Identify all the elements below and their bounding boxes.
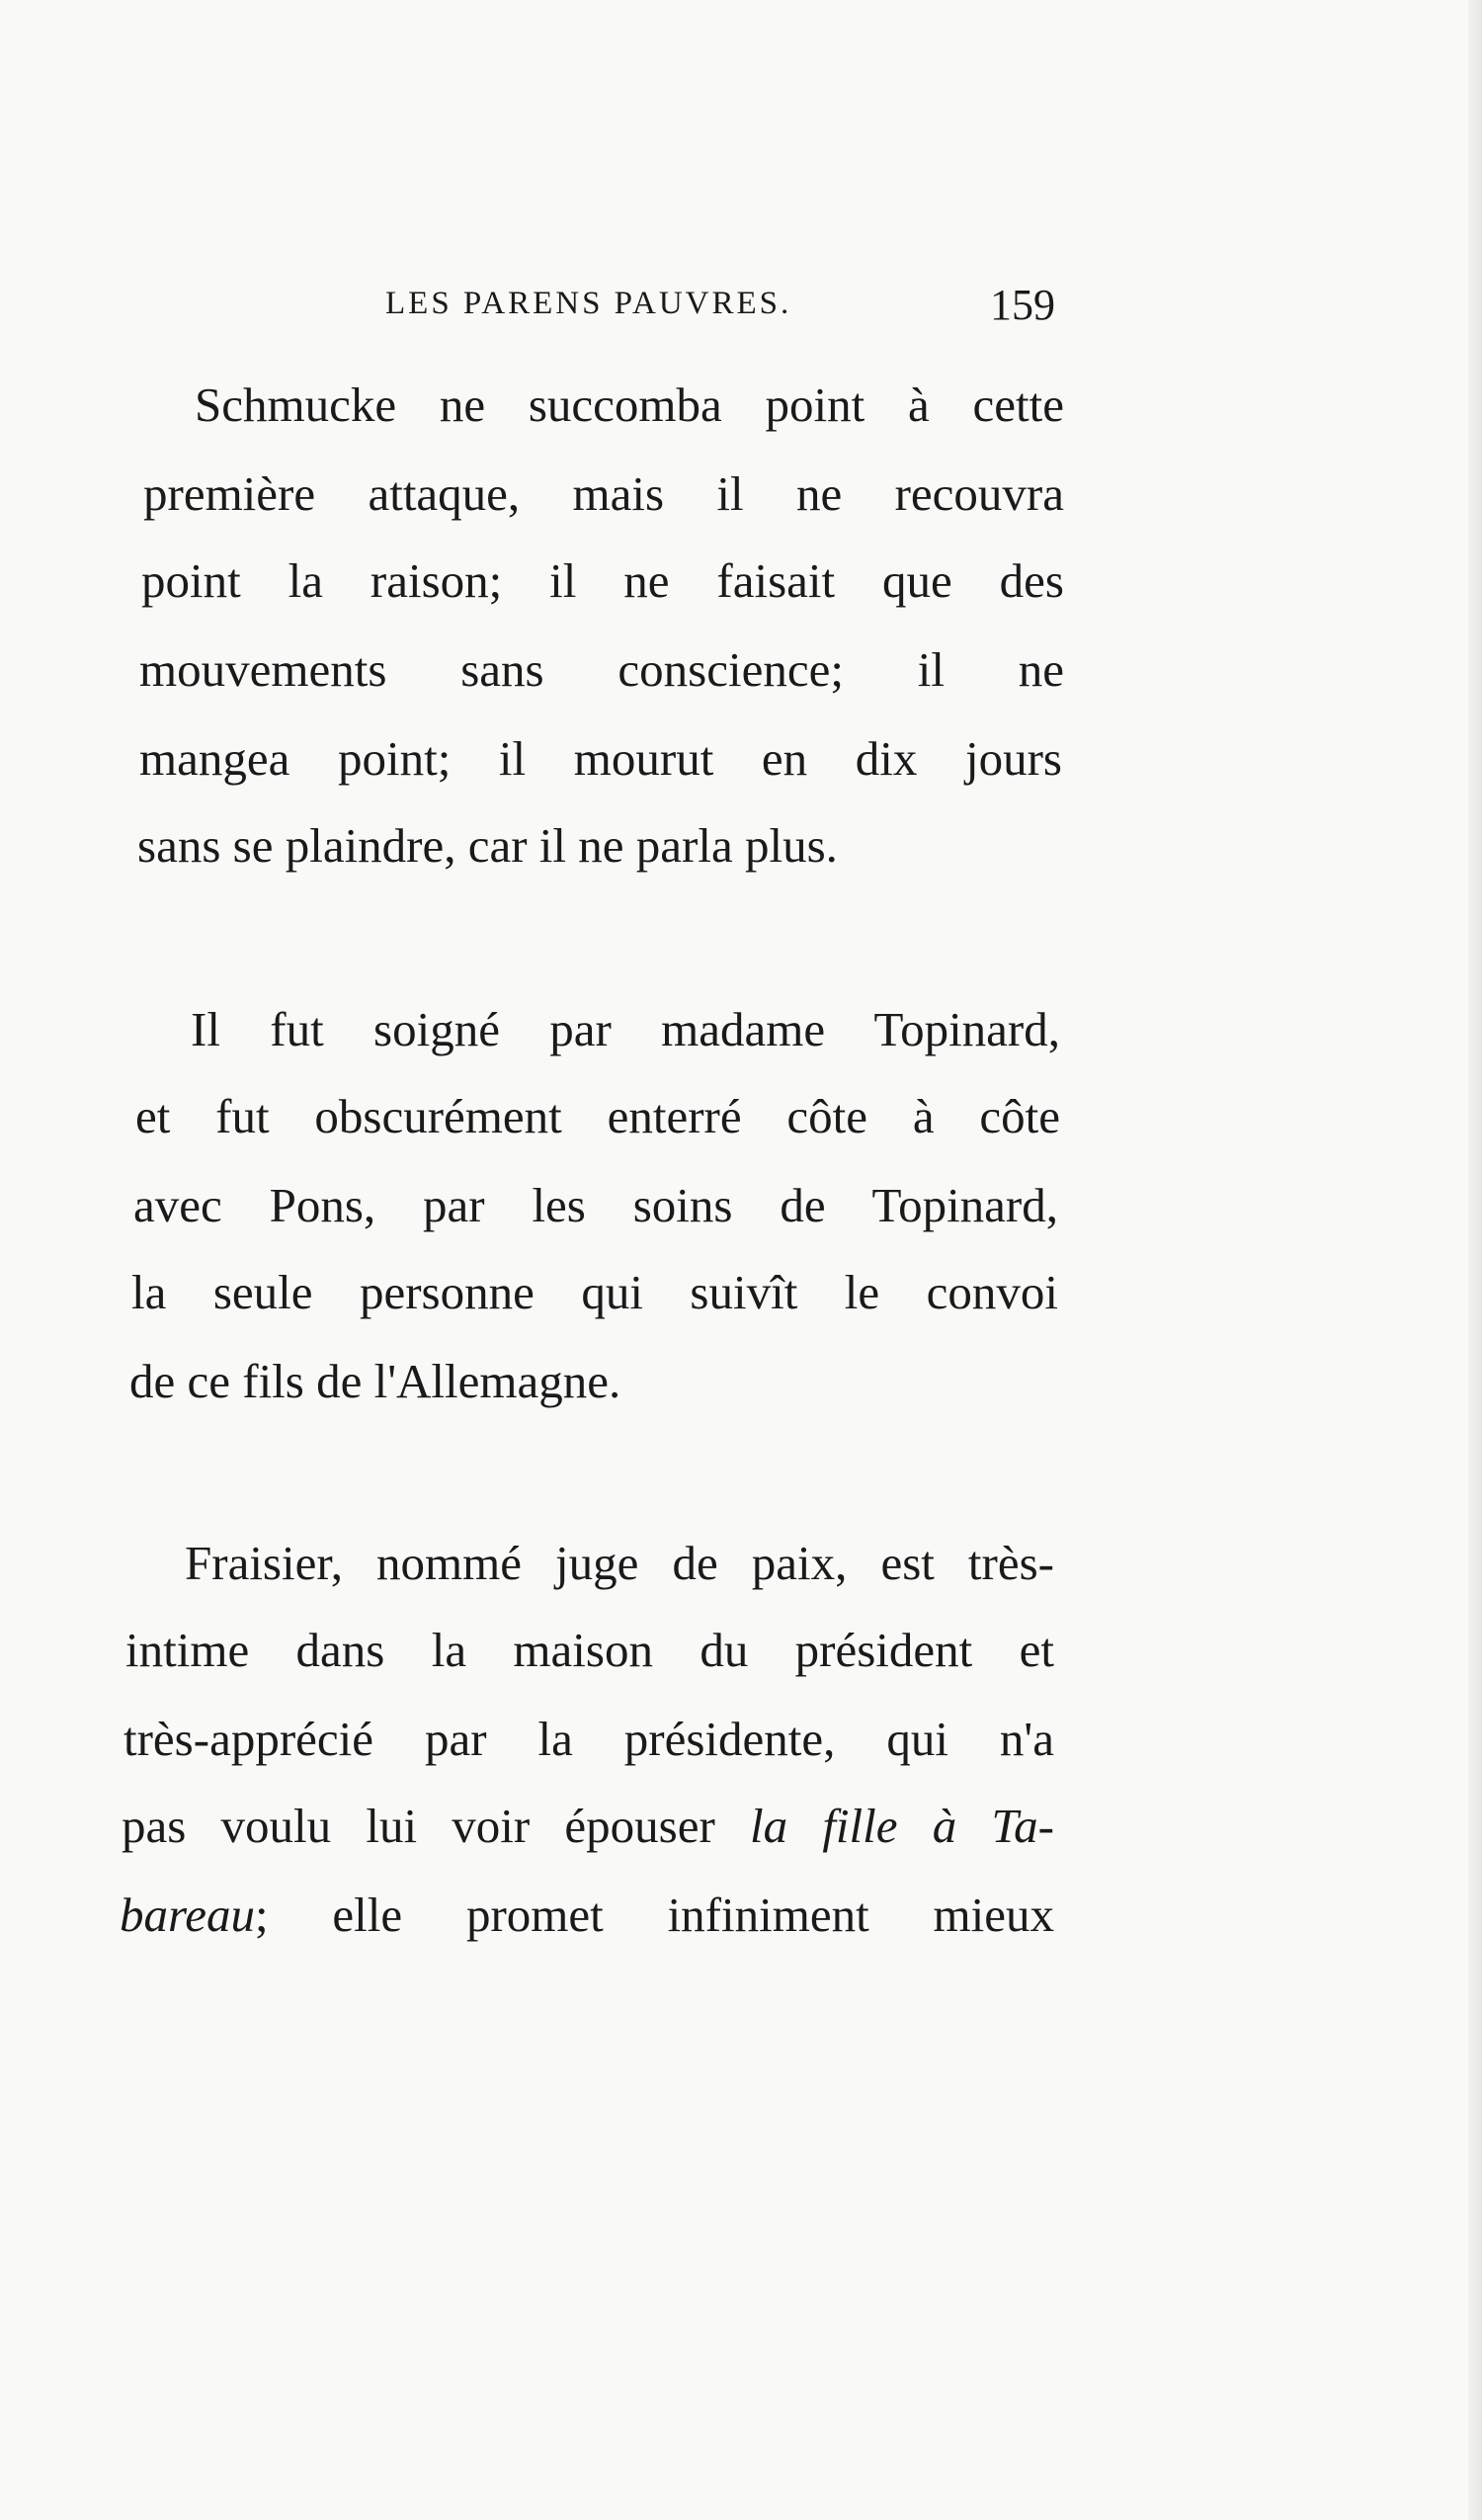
paragraph-1-line-2: première attaque, mais il ne recouvra [143, 466, 1064, 521]
paragraph-3-line-4 [122, 1797, 1054, 1856]
running-head [385, 280, 1067, 339]
paragraph-1-line-1: Schmucke ne succomba point à cette [195, 378, 1064, 432]
italic-word-bareau: bareau [120, 1888, 255, 1942]
paragraph-2-line-2: et fut obscurément enterré côte à côte [135, 1089, 1060, 1143]
italic-phrase-la-fille: la fille à Ta- [750, 1799, 1054, 1853]
paragraph-3-line-3: très-apprécié par la présidente, qui n'a [124, 1712, 1054, 1766]
paragraph-2-line-3: avec Pons, par les soins de Topinard, [133, 1178, 1058, 1232]
paragraph-2-line-5: de ce fils de l'Allemagne. [129, 1354, 621, 1408]
paragraph-1-line-5: mangea point; il mourut en dix jours [139, 731, 1062, 786]
paragraph-3-line-5 [120, 1886, 1054, 1945]
paragraph-3-line-1: Fraisier, nommé juge de paix, est très- [185, 1536, 1054, 1590]
paragraph-3-line-5-text: ; elle promet infiniment mieux [255, 1888, 1054, 1942]
paragraph-1-line-6: sans se plaindre, car il ne parla plus. [137, 818, 838, 873]
paragraph-2-line-4: la seule personne qui suivît le convoi [131, 1265, 1058, 1319]
paragraph-1-line-4: mouvements sans conscience; il ne [139, 642, 1064, 697]
paragraph-3-line-4-text: pas voulu lui voir épouser [122, 1799, 750, 1853]
running-title: LES PARENS PAUVRES. [385, 286, 792, 321]
paragraph-2-line-1: Il fut soigné par madame Topinard, [191, 1002, 1060, 1056]
paragraph-3-line-2: intime dans la maison du président et [125, 1623, 1054, 1677]
page-edge-shadow [1468, 0, 1482, 2520]
page-number: 159 [990, 281, 1055, 329]
paragraph-1-line-3: point la raison; il ne faisait que des [141, 553, 1064, 608]
